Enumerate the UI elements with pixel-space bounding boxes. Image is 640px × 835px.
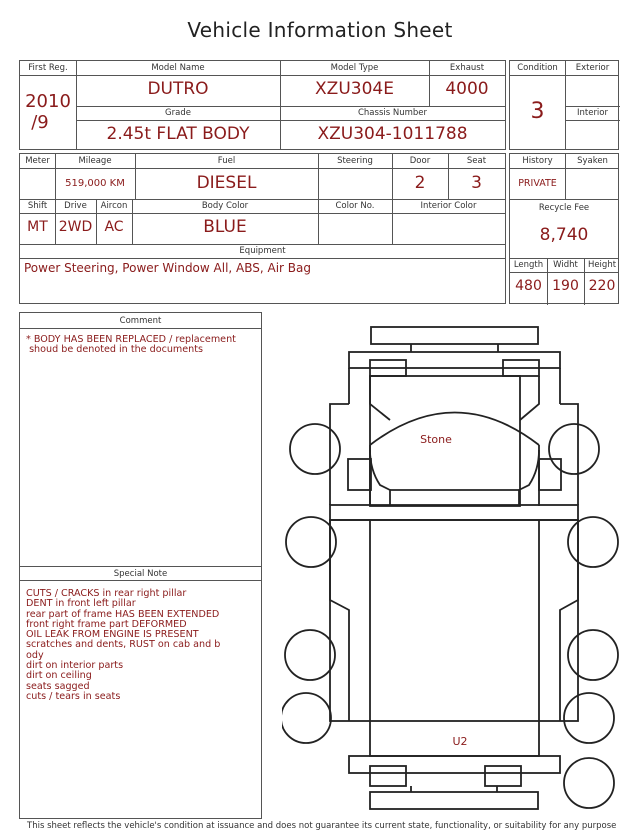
sheet-title: Vehicle Information Sheet [187, 18, 453, 42]
cargo-bed [330, 505, 578, 756]
aircon-value: AC [104, 219, 124, 235]
damage-mark-u2: U2 [452, 735, 468, 748]
condition-block [509, 60, 619, 150]
comment-text: * BODY HAS BEEN REPLACED / replacement shoud be denoted in the documents [26, 334, 236, 356]
history-label: History [522, 156, 553, 166]
length-label: Length [513, 260, 544, 270]
shift-label: Shift [27, 201, 48, 211]
exterior-label: Exterior [575, 63, 610, 73]
grade-label: Grade [165, 108, 191, 118]
exhaust-value: 4000 [445, 79, 489, 99]
equipment-value: Power Steering, Power Window All, ABS, Air Bag [24, 261, 312, 275]
door-value: 2 [414, 173, 426, 193]
height-value: 220 [588, 278, 616, 294]
condition-label: Condition [517, 63, 558, 73]
interior-color-label: Interior Color [420, 201, 477, 211]
exhaust-label: Exhaust [449, 63, 485, 73]
special-note-label: Special Note [113, 569, 168, 579]
mileage-label: Mileage [78, 156, 112, 166]
length-value: 480 [515, 278, 542, 294]
seat-label: Seat [466, 156, 487, 166]
chassis-number-value: XZU304-1011788 [317, 124, 468, 144]
body-color-label: Body Color [201, 201, 249, 211]
shift-value: MT [27, 219, 48, 235]
equipment-label: Equipment [239, 246, 286, 256]
special-note-text: CUTS / CRACKS in rear right pillar DENT in front left pillar rear part of frame HAS BEEN EXTENDED front right frame part DEFORMED OIL LEAK FROM ENGINE IS PRESENT scratches and dents, RUST on cab and b ody dirt on interior parts dirt on ceiling seats sagged cuts / tears in seats [26, 588, 221, 702]
width-value: 190 [552, 278, 579, 294]
syaken-label: Syaken [577, 156, 608, 166]
cab-outline [330, 368, 578, 506]
first-reg-month: /9 [31, 112, 49, 133]
model-name-label: Model Name [151, 63, 205, 73]
drive-label: Drive [64, 201, 87, 211]
model-type-label: Model Type [330, 63, 379, 73]
fuel-label: Fuel [217, 156, 236, 166]
model-type-value: XZU304E [315, 79, 394, 99]
aircon-label: Aircon [100, 201, 128, 211]
chassis-number-label: Chassis Number [357, 108, 428, 118]
vehicle-diagram [282, 322, 622, 818]
condition-value: 3 [530, 99, 545, 124]
front-bumper [349, 327, 560, 376]
interior-label: Interior [576, 108, 608, 118]
mileage-value: 519,000 KM [65, 178, 125, 189]
steering-label: Steering [337, 156, 373, 166]
model-info-block [19, 60, 506, 150]
meter-label: Meter [25, 156, 50, 166]
seat-value: 3 [471, 173, 482, 193]
width-label: Widht [553, 260, 578, 270]
grade-value: 2.45t FLAT BODY [106, 124, 250, 144]
fuel-value: DIESEL [196, 173, 257, 193]
height-label: Height [587, 260, 617, 270]
damage-mark-stone: Stone [420, 433, 452, 446]
color-no-label: Color No. [335, 201, 375, 211]
rear-bumper [349, 756, 560, 809]
body-color-value: BLUE [203, 217, 247, 237]
first-reg-label: First Reg. [28, 63, 68, 73]
history-value: PRIVATE [518, 178, 557, 189]
history-block [509, 153, 619, 304]
recycle-fee-value: 8,740 [539, 225, 589, 245]
notes-panel [19, 312, 262, 819]
specs-block [19, 153, 506, 304]
recycle-fee-label: Recycle Fee [538, 203, 590, 213]
model-name-value: DUTRO [147, 79, 209, 99]
drive-value: 2WD [58, 219, 93, 235]
wheels [282, 424, 618, 808]
comment-label: Comment [119, 316, 162, 326]
first-reg-year: 2010 [25, 91, 71, 112]
door-label: Door [409, 156, 431, 166]
disclaimer-footer: This sheet reflects the vehicle's condition at issuance and does not guarantee its current state, functionality, or suitability for any purpose [27, 821, 617, 831]
